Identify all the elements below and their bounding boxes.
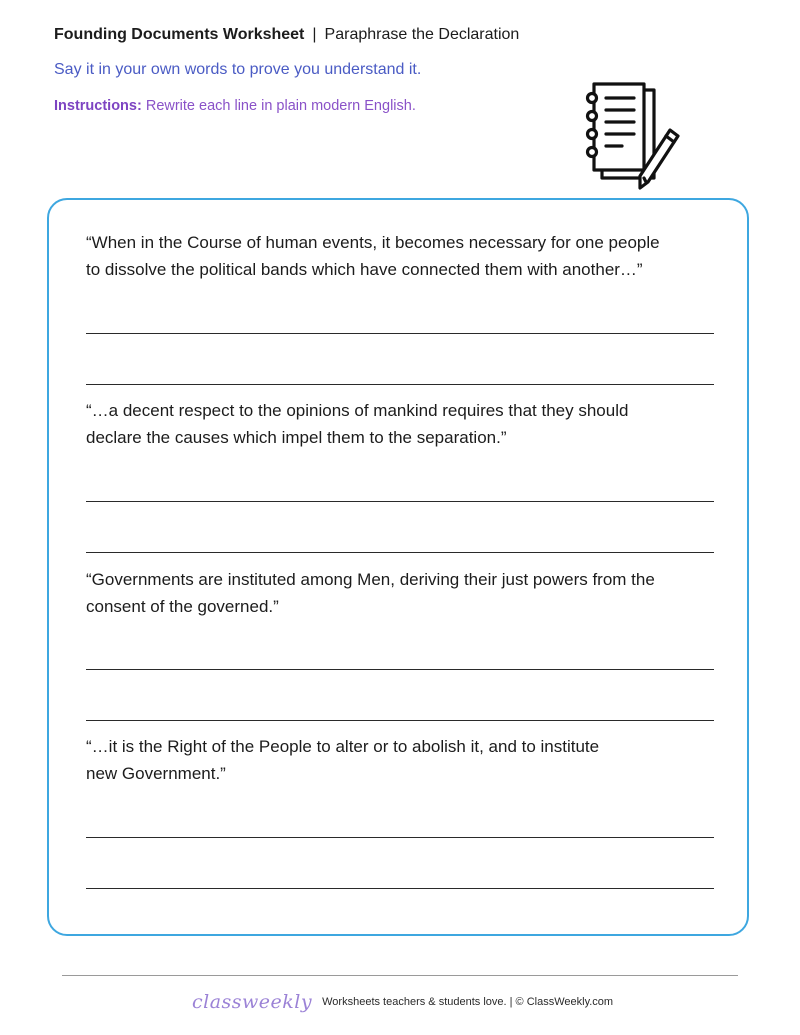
quote-1-line-1: “When in the Course of human events, it becomes necessary for one people [86,233,660,252]
header-separator: | [312,26,317,43]
footer-divider [62,975,738,976]
answer-line[interactable] [86,501,714,502]
worksheet-subtitle: Paraphrase the Declaration [324,26,520,43]
answer-line[interactable] [86,552,714,553]
quote-3-line-2: consent of the governed.” [86,596,279,616]
quote-4-line-2: new Government.” [86,763,226,783]
answer-line[interactable] [86,720,714,721]
footer [192,988,613,1016]
page-header [54,26,519,44]
footer-text: Worksheets teachers & students love. | © ClassWeekly.com [322,996,614,1008]
quote-2-line-2: declare the causes which impel them to the separation.” [86,427,507,447]
instructions-text: Rewrite each line in plain modern English. [145,98,416,114]
quote-1 [86,230,726,283]
quote-2 [86,398,726,451]
instructions-label: Instructions: [54,98,142,114]
quote-3 [86,567,726,620]
answer-line[interactable] [86,384,714,385]
answer-line[interactable] [86,669,714,670]
quote-3-line-1: “Governments are instituted among Men, deriving their just powers from the [86,570,655,589]
answer-line[interactable] [86,837,714,838]
notepad-with-pencil-icon [582,82,684,194]
worksheet-title: Founding Documents Worksheet [54,26,305,43]
tagline: Say it in your own words to prove you understand it. [54,61,422,78]
quote-4-line-1: “…it is the Right of the People to alter or to abolish it, and to institute [86,737,600,756]
instructions [54,98,416,114]
answer-line[interactable] [86,333,714,334]
quote-4 [86,734,726,787]
quote-2-line-1: “…a decent respect to the opinions of mankind requires that they should [86,401,629,420]
answer-line[interactable] [86,888,714,889]
brand-logo: classweekly [192,991,313,1013]
quote-1-line-2: to dissolve the political bands which have connected them with another…” [86,259,643,279]
